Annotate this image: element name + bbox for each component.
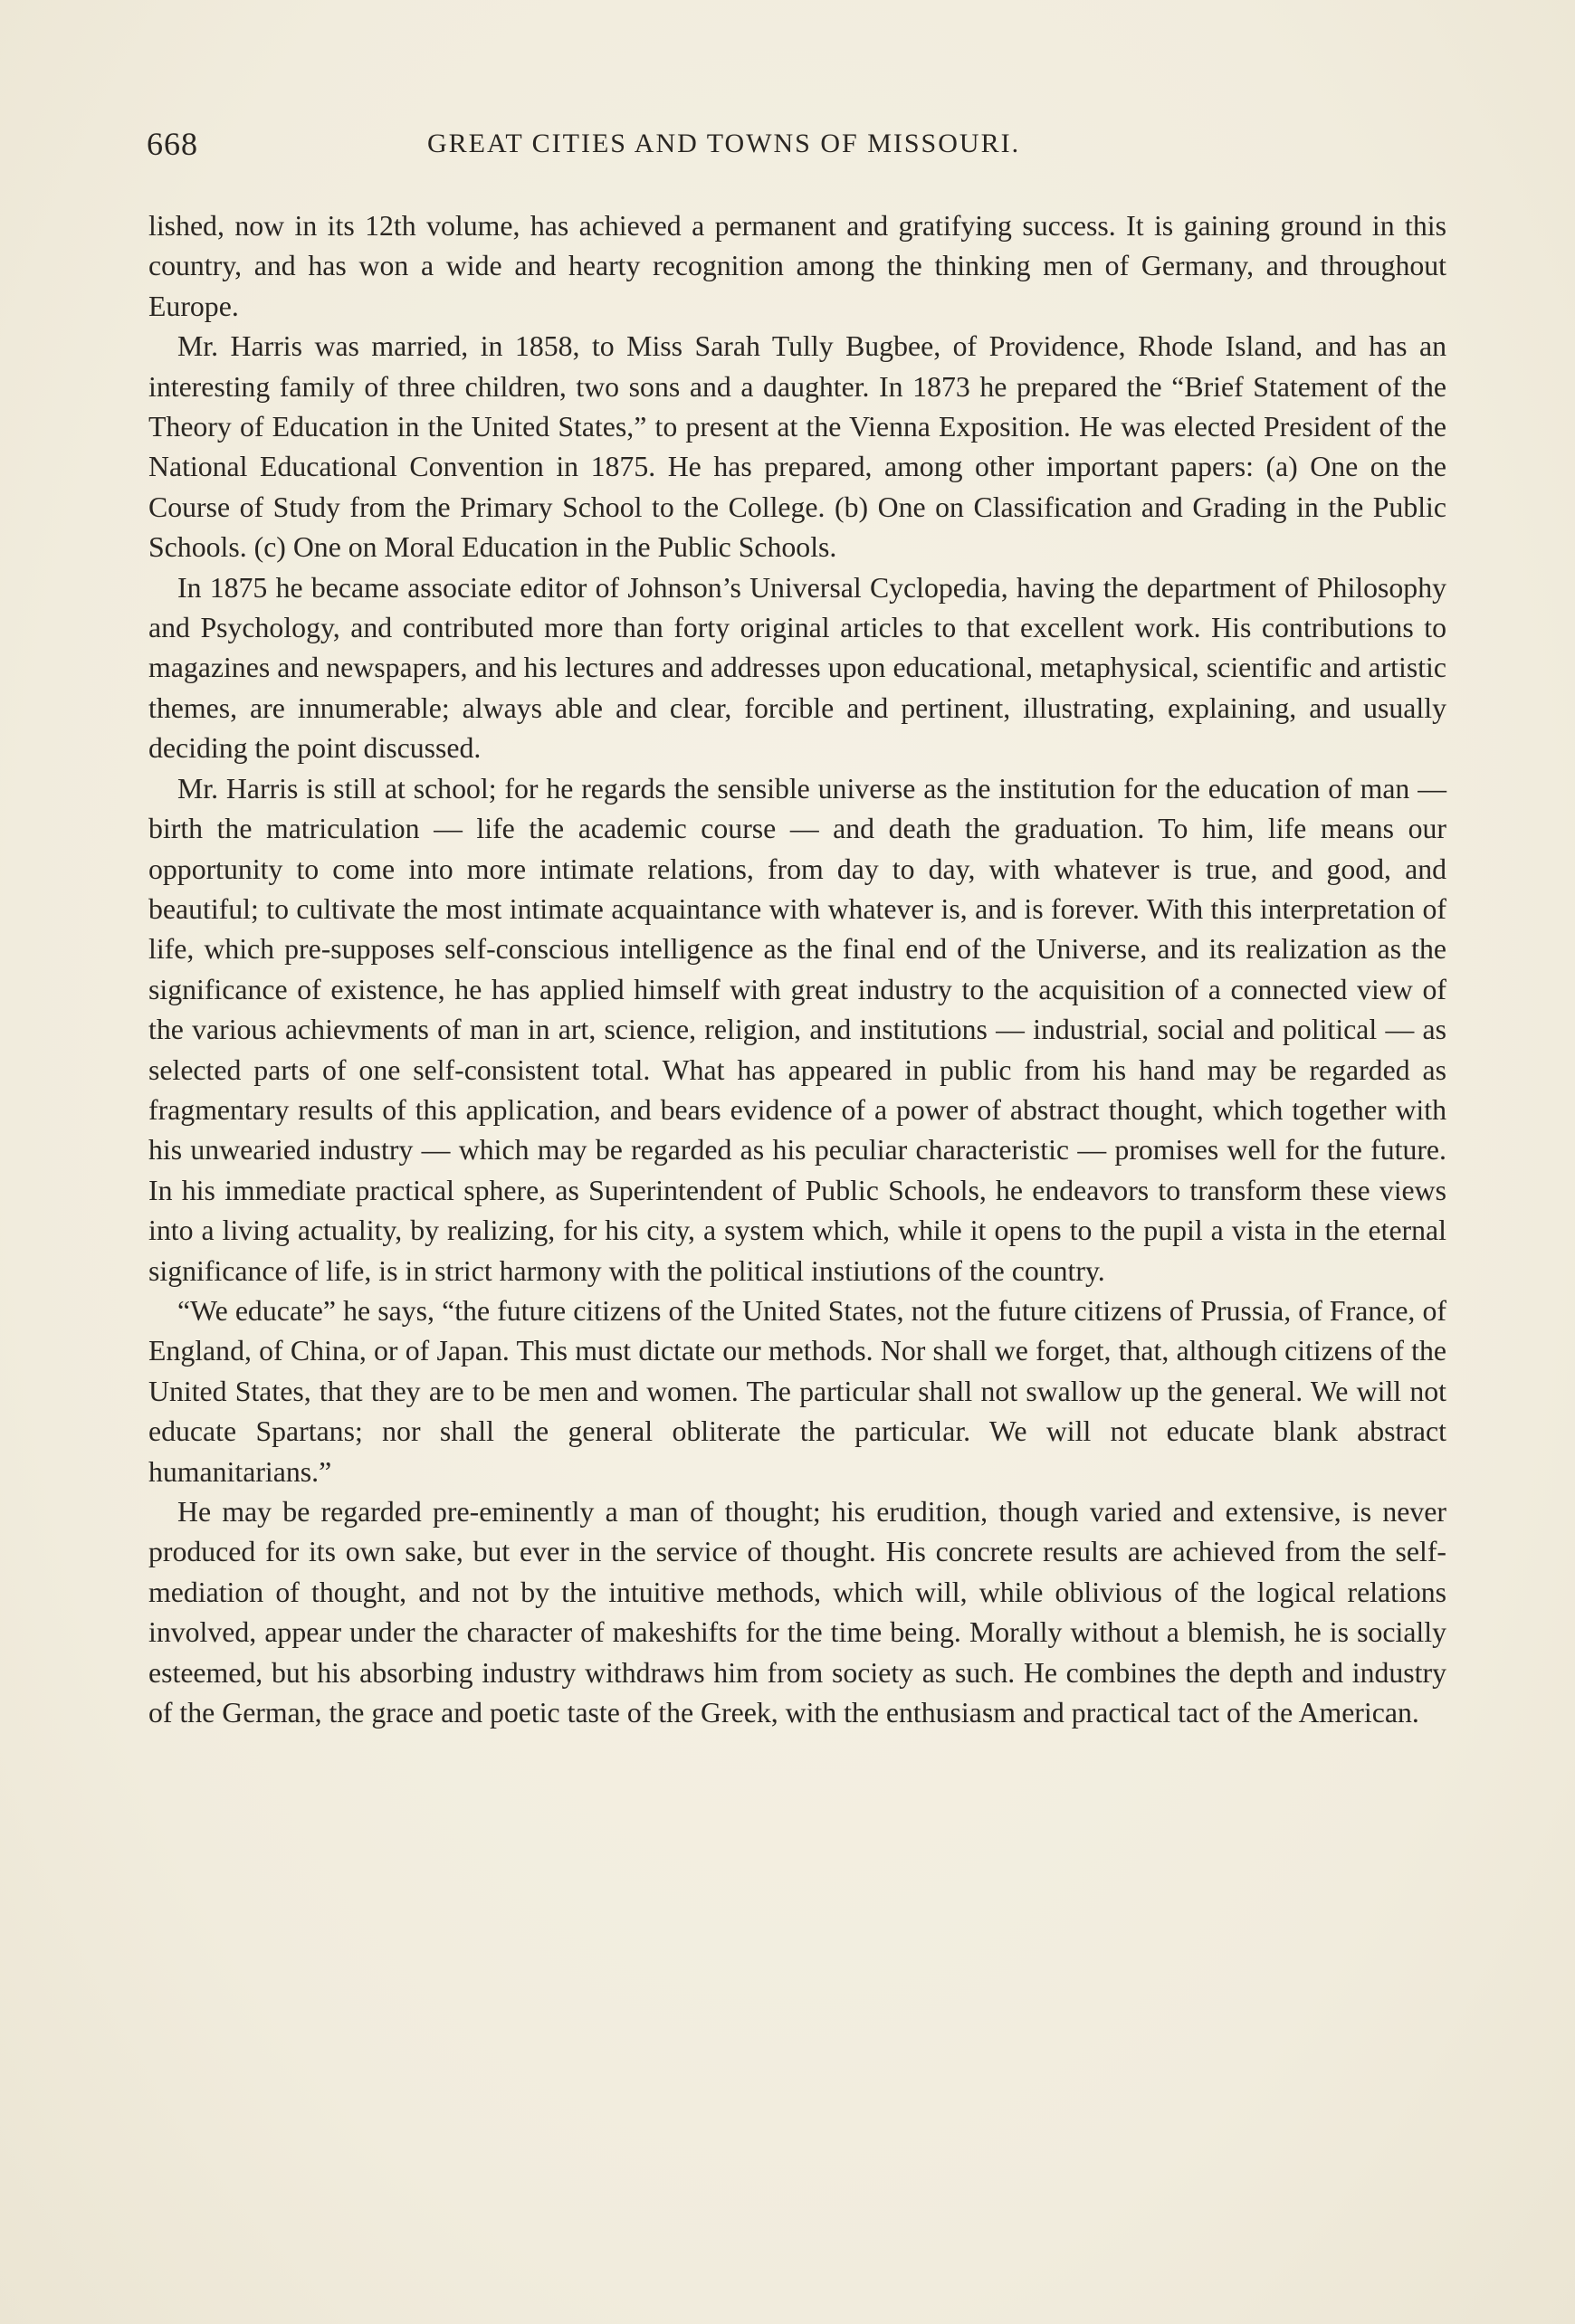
paragraph-quote: “We educate” he says, “the future citizens of the United States, not the future citizens of Prussia, of France, of England, of China, or of Japan. This must dictate our methods. Nor shall we forget, that, although citizens of the United States, that they are to be men and women. The particular shall not swallow up the general. We will not educate Spartans; nor shall the general obliterate the particular. We will not educate blank abstract humanitarians.” <box>148 1294 1446 1488</box>
paragraph-philosophy: Mr. Harris is still at school; for he regards the sensible universe as the institution for the education of man — birth the matriculation — life the academic course — and death the graduation. To him, life means our opportunity to come into more intimate relations, from day to day, with whatever is true, and good, and beautiful; to cultivate the most intimate acquaintance with whatever is, and is forever. With this interpretation of life, which pre-supposes self-conscious intelligence as the final end of the Universe, and its realization as the significance of existence, he has applied himself with great industry to the acquisition of a connected view of the various achievments of man in art, science, religion, and institutions — industrial, social and political — as selected parts of one self-consistent total. What has appeared in public from his hand may be regarded as fragmentary results of this application, and bears evidence of a power of abstract thought, which together with his unwearied industry — which may be regarded as his peculiar characteristic — promises well for the future. In his immediate practical sphere, as Superintendent of Public Schools, he endeavors to transform these views into a living actuality, by realizing, for his city, a system which, while it opens to the pupil a vista in the eternal significance of life, is in strict harmony with the political instiutions of the country. <box>148 772 1446 1287</box>
paragraph-character: He may be regarded pre-eminently a man of thought; his erudition, though varied and extensive, is never produced for its own sake, but ever in the service of thought. His concrete results are achieved from the self-mediation of thought, and not by the intuitive methods, which will, while oblivious of the logical relations involved, appear under the character of makeshifts for the time being. Morally without a blemish, he is socially esteemed, but his absorbing industry withdraws him from society as such. He combines the depth and industry of the German, the grace and poetic taste of the Greek, with the enthusiasm and practical tact of the American. <box>148 1496 1446 1729</box>
page-number: 668 <box>147 126 198 162</box>
paragraph-continuation: lished, now in its 12th volume, has achieved a permanent and gratifying success. It is gaining ground in this country, and has won a wide and hearty recognition among the thinking men of Germany, and throughout Europe. <box>148 210 1446 322</box>
running-title: GREAT CITIES AND TOWNS OF MISSOURI. <box>427 129 1021 158</box>
body-text <box>148 206 1446 1733</box>
page-header <box>147 125 1446 172</box>
paragraph-marriage: Mr. Harris was married, in 1858, to Miss Sarah Tully Bugbee, of Providence, Rhode Island, and has an interesting family of three children, two sons and a daughter. In 1873 he prepared the “Brief Statement of the Theory of Education in the United States,” to present at the Vienna Exposition. He was elected President of the National Educational Convention in 1875. He has prepared, among other important papers: (a) One on the Course of Study from the Primary School to the College. (b) One on Classification and Grading in the Public Schools. (c) One on Moral Education in the Public Schools. <box>148 330 1446 564</box>
paragraph-cyclopedia: In 1875 he became associate editor of Johnson’s Universal Cyclopedia, having the department of Philosophy and Psychology, and contributed more than forty original articles to that excellent work. His contributions to magazines and newspapers, and his lectures and addresses upon educational, metaphysical, scientific and artistic themes, are innumerable; always able and clear, forcible and pertinent, illustrating, explaining, and usually deciding the point discussed. <box>148 571 1446 765</box>
